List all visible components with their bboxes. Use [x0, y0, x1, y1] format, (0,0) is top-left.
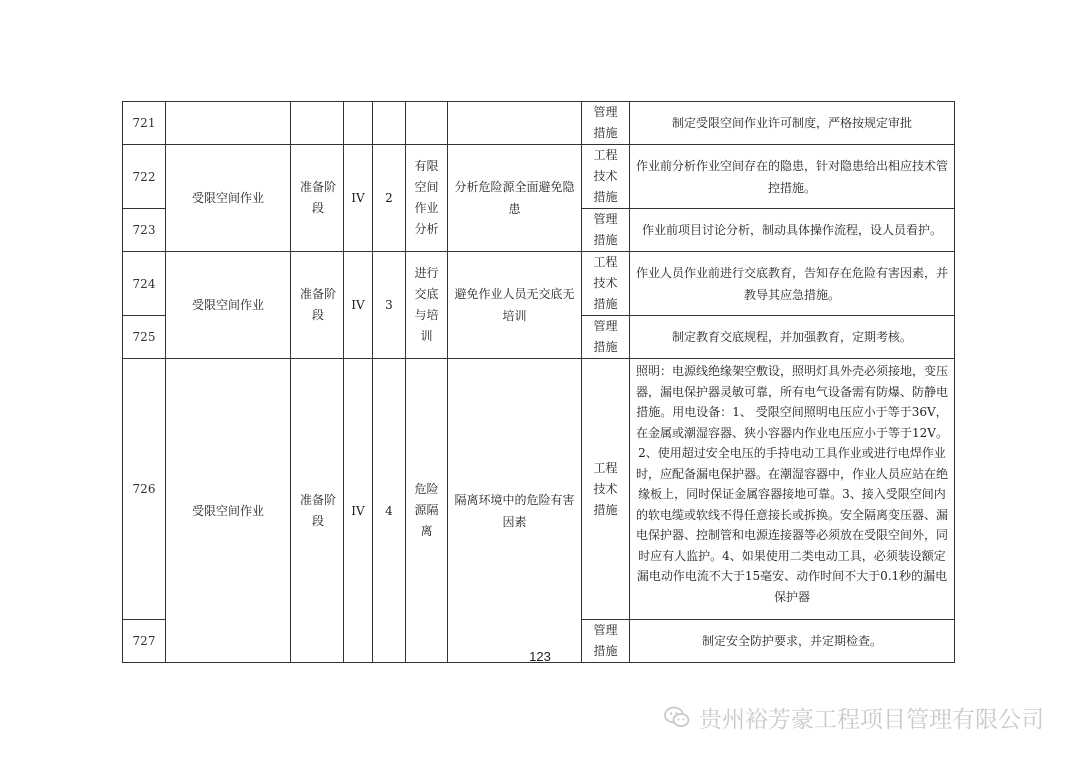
seq-cell: 2	[373, 145, 406, 252]
stage-cell: 准备阶段	[291, 359, 344, 663]
stage-cell: 准备阶段	[291, 145, 344, 252]
row-id: 727	[123, 620, 166, 663]
measure-text: 制定教育交底规程，并加强教育，定期考核。	[630, 316, 955, 359]
activity-cell: 受限空间作业	[166, 145, 291, 252]
level-cell: IV	[344, 359, 373, 663]
hazard-cell	[448, 102, 582, 145]
row-id: 721	[123, 102, 166, 145]
table-row	[123, 145, 955, 209]
activity-cell	[166, 102, 291, 145]
measure-type: 管理措施	[582, 102, 630, 145]
row-id: 725	[123, 316, 166, 359]
measure-type: 工程技术措施	[582, 252, 630, 316]
table-row	[123, 359, 955, 620]
category-cell	[406, 102, 448, 145]
measure-text: 作业前分析作业空间存在的隐患，针对隐患给出相应技术管控措施。	[630, 145, 955, 209]
wechat-icon	[663, 703, 691, 731]
seq-cell: 3	[373, 252, 406, 359]
watermark-text: 贵州裕芳豪工程项目管理有限公司	[699, 706, 1044, 733]
category-cell: 有限空间作业分析	[406, 145, 448, 252]
measure-type: 管理措施	[582, 209, 630, 252]
row-id: 724	[123, 252, 166, 316]
stage-cell	[291, 102, 344, 145]
stage-cell: 准备阶段	[291, 252, 344, 359]
measure-text: 制定安全防护要求，并定期检查。	[630, 620, 955, 663]
page-number: 123	[529, 649, 551, 664]
row-id: 726	[123, 359, 166, 620]
measure-type: 工程技术措施	[582, 359, 630, 620]
measure-text: 制定受限空间作业许可制度，严格按规定审批	[630, 102, 955, 145]
risk-measures-table	[122, 101, 955, 663]
category-cell: 危险源隔离	[406, 359, 448, 663]
row-id: 723	[123, 209, 166, 252]
measure-type: 工程技术措施	[582, 145, 630, 209]
table-row	[123, 102, 955, 145]
activity-cell: 受限空间作业	[166, 252, 291, 359]
hazard-cell: 隔离环境中的危险有害因素	[448, 359, 582, 663]
level-cell: IV	[344, 145, 373, 252]
hazard-cell: 分析危险源全面避免隐患	[448, 145, 582, 252]
measure-type: 管理措施	[582, 620, 630, 663]
seq-cell	[373, 102, 406, 145]
level-cell	[344, 102, 373, 145]
level-cell: IV	[344, 252, 373, 359]
watermark	[663, 700, 1044, 734]
hazard-cell: 避免作业人员无交底无培训	[448, 252, 582, 359]
row-id: 722	[123, 145, 166, 209]
activity-cell: 受限空间作业	[166, 359, 291, 663]
measure-text: 作业前项目讨论分析，制动具体操作流程，设人员看护。	[630, 209, 955, 252]
measure-text: 作业人员作业前进行交底教育，告知存在危险有害因素，并教导其应急措施。	[630, 252, 955, 316]
category-cell: 进行交底与培训	[406, 252, 448, 359]
seq-cell: 4	[373, 359, 406, 663]
measure-type: 管理措施	[582, 316, 630, 359]
table-row	[123, 252, 955, 316]
measure-text: 照明：电源线绝缘架空敷设，照明灯具外壳必须接地，变压器，漏电保护器灵敏可靠，所有电气设备需有防爆、防静电措施。用电设备：1、 受限空间照明电压应小于等于36V，在金属或潮湿容器、狭小容器内作业电压应小于等于12V。2、使用超过安全电压的手持电动工具作业或进行电焊作业时，应配备漏电保护器。在潮湿容器中，作业人员应站在绝缘板上，同时保证金属容器接地可靠。3、接入受限空间内的软电缆或软线不得任意接长或拆换。安全隔离变压器、漏电保护器、控制管和电源连接器等必须放在受限空间外，同时应有人监护。4、如果使用二类电动工具，必须装设额定漏电动作电流不大于15毫安、动作时间不大于0.1秒的漏电保护器	[630, 359, 955, 620]
